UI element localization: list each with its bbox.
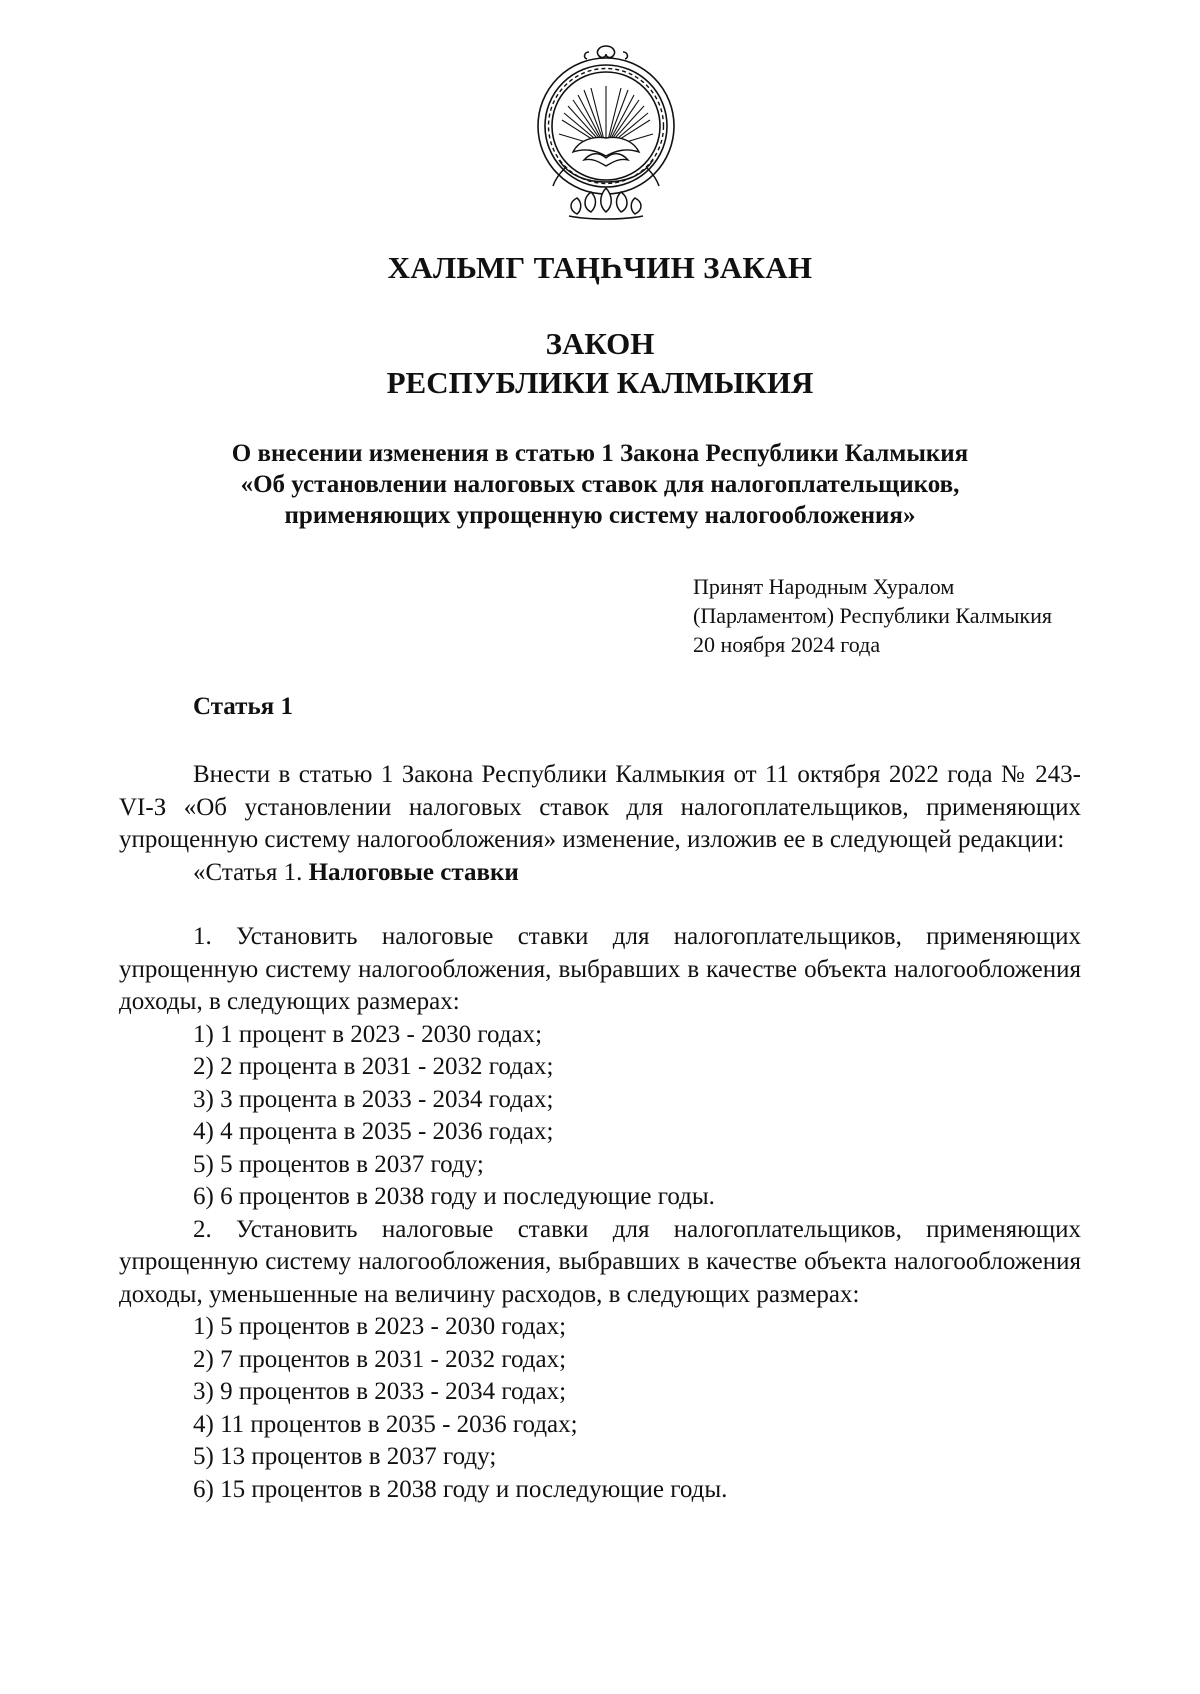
- new-article-heading: [119, 857, 1081, 890]
- new-article-heading-prefix: «Статья 1.: [193, 858, 303, 886]
- adoption-note: [693, 572, 1052, 659]
- list-item: 3) 3 процента в 2033 - 2034 годах;: [193, 1085, 554, 1113]
- adoption-line: Принят Народным Хуралом: [693, 574, 955, 599]
- list-item: 4) 4 процента в 2035 - 2036 годах;: [193, 1118, 554, 1145]
- list-item: 5) 13 процентов в 2037 году;: [193, 1443, 497, 1470]
- list-item: 4) 11 процентов в 2035 - 2036 годах;: [193, 1410, 578, 1438]
- law-subject-line: применяющих упрощенную систему налогообложения»: [284, 502, 916, 529]
- spacer: [119, 889, 1081, 921]
- law-title-line: РЕСПУБЛИКИ КАЛМЫКИЯ: [386, 365, 814, 400]
- new-article-heading-title: Налоговые ставки: [308, 858, 519, 886]
- list-item: 2) 7 процентов в 2031 - 2032 годах;: [193, 1345, 567, 1373]
- title-kalmyk: ХАЛЬМГ ТАҢҺЧИН ЗАКАН: [387, 250, 813, 285]
- clause-2: 2. Установить налоговые ставки для налогоплательщиков, применяющих упрощенную систему налогообложения, выбравших в качестве объекта налогообложения доходы, уменьшенные на величину расходов, в следующих размерах:: [119, 1215, 1081, 1308]
- list-item: 1) 5 процентов в 2023 - 2030 годах;: [193, 1313, 567, 1340]
- list-item: 1) 1 процент в 2023 - 2030 годах;: [193, 1020, 543, 1048]
- law-title-line: ЗАКОН: [545, 326, 655, 361]
- law-subject-line: О внесении изменения в статью 1 Закона Республики Калмыкия: [231, 440, 969, 467]
- law-title: [0, 324, 1200, 402]
- adoption-date: 20 ноября 2024 года: [693, 632, 881, 657]
- list-item: 6) 6 процентов в 2038 году и последующие годы.: [193, 1183, 715, 1210]
- adoption-line: (Парламентом) Республики Калмыкия: [693, 603, 1053, 628]
- article-heading: Статья 1: [193, 693, 293, 720]
- coat-of-arms-emblem: [529, 40, 683, 226]
- law-subject: [120, 438, 1080, 531]
- article-intro: Внести в статью 1 Закона Республики Калмыкия от 11 октября 2022 года № 243-VI-З «Об установлении налоговых ставок для налогоплательщиков, применяющих упрощенную систему налогообложения» изменение, изложив ее в следующей редакции:: [119, 761, 1081, 853]
- list-item: 5) 5 процентов в 2037 году;: [193, 1150, 484, 1178]
- law-subject-line: «Об установлении налоговых ставок для налогоплательщиков,: [240, 471, 960, 498]
- list-item: 2) 2 процента в 2031 - 2032 годах;: [193, 1053, 554, 1080]
- list-item: 3) 9 процентов в 2033 - 2034 годах;: [193, 1378, 567, 1405]
- list-item: 6) 15 процентов в 2038 году и последующие годы.: [193, 1475, 728, 1503]
- article-body: [119, 759, 1081, 1506]
- clause-1: 1. Установить налоговые ставки для налогоплательщиков, применяющих упрощенную систему налогообложения, выбравших в качестве объекта налогообложения доходы, в следующих размерах:: [119, 923, 1081, 1015]
